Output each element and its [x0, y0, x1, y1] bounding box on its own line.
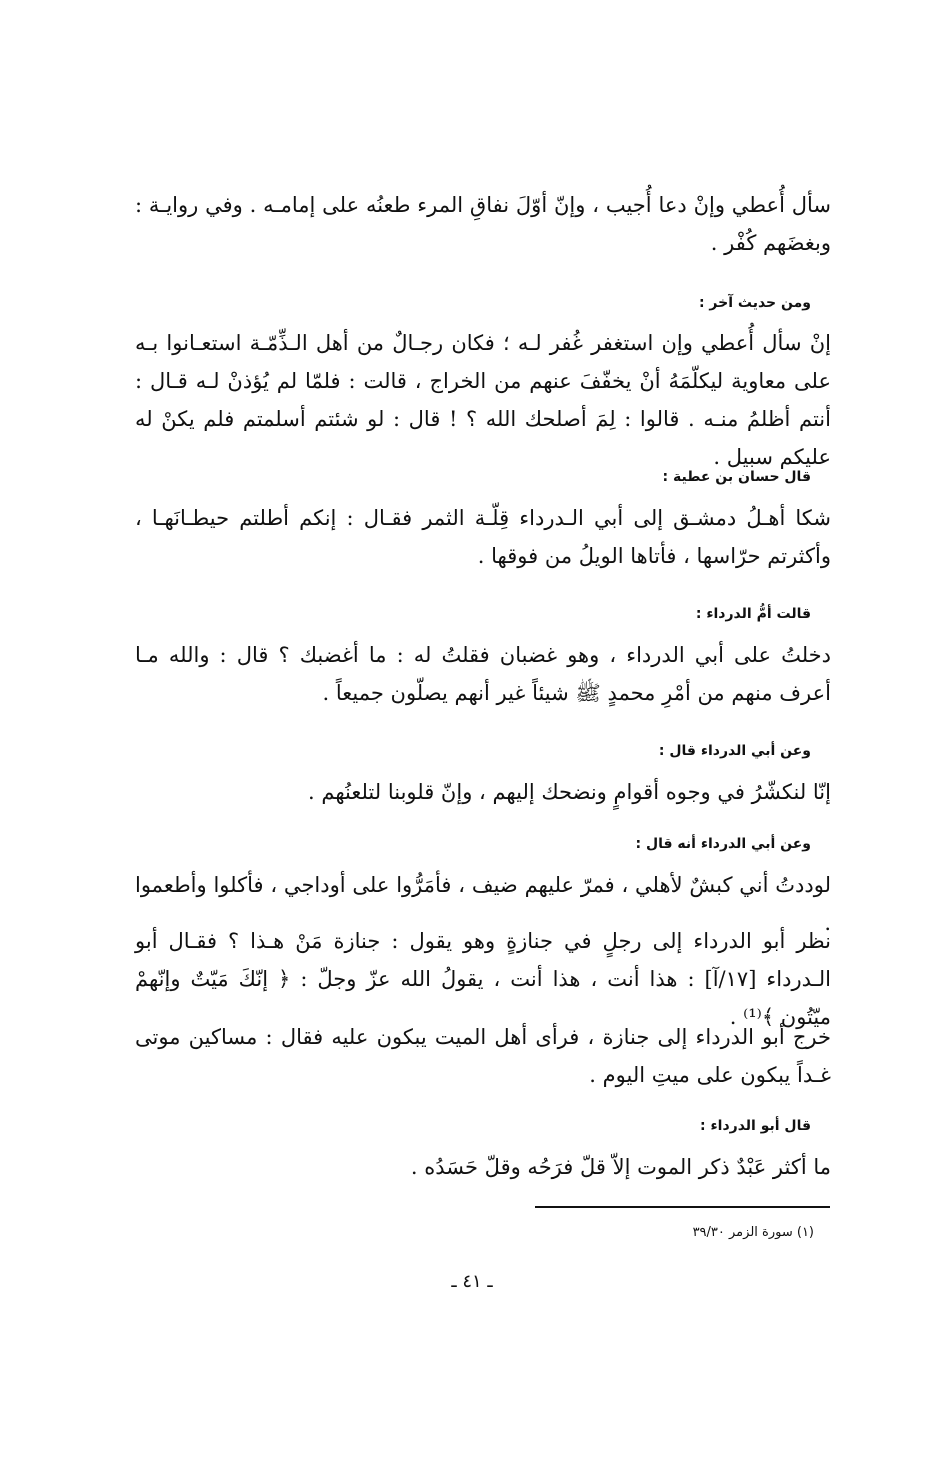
heading-abu-al-darda-1: وعن أبي الدرداء قال : — [658, 743, 811, 759]
footnote: (١) سورة الزمر ٣٩/٣٠ — [692, 1225, 814, 1240]
heading-abu-al-darda-2: وعن أبي الدرداء أنه قال : — [635, 836, 811, 852]
paragraph-continuation: سأل أُعطي وإنْ دعا أُجيب ، وإنّ أوّلَ نفاقِ المرء طعنُه على إمامـه . وفي روايـة : وبغضَهم كُفْر . — [135, 193, 831, 255]
paragraph-umm-al-darda: دخلتُ على أبي الدرداء ، وهو غضبان فقلتُ له : ما أغضبك ؟ قال : والله مـا أعرف منهم من أمْرِ محمدٍ ﷺ شيئاً غير أنهم يصلّون جميعاً . — [135, 643, 831, 705]
heading-umm-al-darda: قالت أمُّ الدرداء : — [695, 606, 811, 622]
page-number: ـ ٤١ ـ — [451, 1271, 493, 1292]
paragraph-abu-al-darda-1: إنّا لنكشّرُ في وجوه أقوامٍ ونضحك إليهم ، وإنّ قلوبنا لتلعنُهم . — [308, 780, 831, 804]
paragraph-abu-al-darda-3: ما أكثر عَبْدٌ ذكر الموت إلاّ قلّ فرَحُه وقلّ حَسَدُه . — [410, 1155, 831, 1179]
paragraph-another-hadith: إنْ سأل أُعطي وإن استغفر غُفر لـه ؛ فكان رجـالٌ من أهل الـذِّمّـة استعـانوا بـه على معاوية ليكلّمَهُ أنْ يخفّفَ عنهم من الخراج ، قالت : فلمّا لم يُؤذنْ لـه قـال : أنتم أظلمُ منـه . قالوا : لِمَ أصلحك الله ؟ ! قال : لو شئتم أسلمتم فلم يكنْ له عليكم سبيل . — [135, 331, 831, 469]
paragraph-abu-al-darda-2: لوددتُ أني كبشٌ لأهلي ، فمرّ عليهم ضيف ، فأمَرُّوا على أوداجي ، فأكلوا وأطعموا . — [135, 873, 831, 935]
paragraph-funeral-1: نظر أبو الدرداء إلى رجلٍ في جنازةٍ وهو يقول : جنازة مَنْ هـذا ؟ فقـال أبو الـدرداء [١٧/آ] : هذا أنت ، هذا أنت ، يقولُ الله عزّ وجلّ : ﴿ إنّكَ مَيّتٌ وإنّهمْ ميّتُون ﴾⁽¹⁾ . — [135, 929, 831, 1029]
heading-abu-al-darda-3: قال أبو الدرداء : — [700, 1118, 811, 1134]
paragraph-funeral-2: خرج أبو الدرداء إلى جنازة ، فرأى أهل الميت يبكون عليه فقال : مساكين موتى غـداً يبكون على ميتِ اليوم . — [135, 1025, 831, 1087]
heading-another-hadith: ومن حديث آخر : — [698, 295, 811, 311]
heading-hassan-ibn-atiyya: قال حسان بن عطية : — [662, 469, 811, 485]
paragraph-hassan-ibn-atiyya: شكا أهـلُ دمشـق إلى أبي الـدرداء قِلّـة الثمر فقـال : إنكم أطلتم حيطـانَهـا ، وأكثرتم حرّاسها ، فأتاها الويلُ من فوقها . — [135, 506, 831, 568]
footnote-divider — [535, 1206, 830, 1208]
